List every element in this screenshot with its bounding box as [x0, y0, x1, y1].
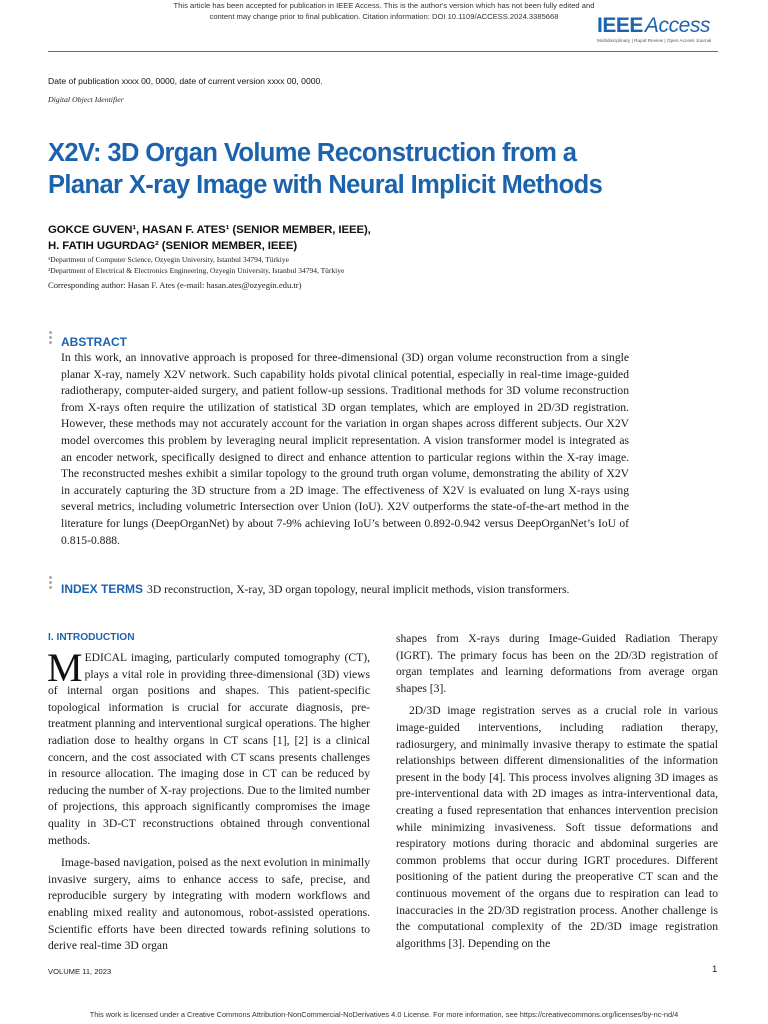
license-notice: This work is licensed under a Creative Commons Attribution-NonCommercial-NoDerivatives 4.0 License. For more information, see https://creativecommons.org/licenses/by-nc-nd/4 — [89, 1010, 679, 1019]
affiliation-2: ²Department of Electrical & Electronics Engineering, Ozyegin University, Istanbul 34794, Türkiye — [48, 265, 345, 275]
logo-ieee: IEEE — [597, 14, 643, 37]
dropcap-letter: M — [47, 645, 83, 690]
right-column — [396, 631, 718, 958]
logo-wordmark — [597, 15, 717, 37]
abstract-dots-icon — [49, 331, 53, 346]
author-list — [48, 223, 371, 254]
publication-date: Date of publication xxxx 00, 0000, date of current version xxxx 00, 0000. — [48, 76, 323, 86]
index-terms-dots-icon — [49, 576, 53, 591]
doi-label: Digital Object Identifier — [48, 95, 124, 104]
intro-paragraph-1 — [47, 645, 370, 849]
logo-access: Access — [644, 14, 711, 37]
header-divider — [48, 51, 718, 52]
intro-paragraph-4: 2D/3D image registration serves as a crucial role in various image-guided interventions, including radiation therapy, radiosurgery, and minimally invasive therapy to estimate the spatial relationships between different dimensionalities of the information present in the body [4]. This process involves aligning 3D images as pre-interventional data with 2D images as intra-interventional data, creating a fused representation that enhances intervention precision while minimizing invasiveness. Soft tissue deformations and respiratory motions during thoracic and abdominal surgeries are common problems that occur during IGRT procedures. Different positioning of the patient during the preoperative CT scan and the continuous movement of the organs due to respiration can lead to inaccuracies in the 2D/3D registration process. Another challenge is the computational complexity of the 2D/3D image registration algorithms [3]. Depending on the — [396, 704, 718, 950]
authors-line-1: GOKCE GUVEN¹, HASAN F. ATES¹ (SENIOR MEMBER, IEEE), — [48, 224, 371, 236]
title-line-2: Planar X-ray Image with Neural Implicit Methods — [48, 170, 603, 199]
affiliations — [48, 255, 344, 276]
abstract-heading: ABSTRACT — [61, 335, 127, 349]
index-terms-heading: INDEX TERMS — [61, 582, 144, 596]
index-terms-text: 3D reconstruction, X-ray, 3D organ topology, neural implicit methods, vision transformers. — [147, 583, 570, 596]
intro-paragraph-2: Image-based navigation, poised as the next evolution in minimally invasive surgery, aims to enhance access to safe, precise, and reproducible surgery by integrating with modern workflows and enabling mixed reality and autonomous, robot-assisted operations. Scientific efforts have been directed towards refining solutions to derive real-time 3D organ — [48, 856, 370, 953]
intro-paragraph-3: shapes from X-rays during Image-Guided Radiation Therapy (IGRT). The primary focus has been on the 2D/3D registration of organ templates and learning deformations from average organ shapes [3]. — [396, 632, 718, 695]
ieee-access-logo — [597, 15, 717, 49]
corresponding-author: Corresponding author: Hasan F. Ates (e-mail: hasan.ates@ozyegin.edu.tr) — [48, 280, 302, 290]
affiliation-1: ¹Department of Computer Science, Ozyegin University, Istanbul 34794, Türkiye — [48, 255, 289, 264]
volume-label: VOLUME 11, 2023 — [48, 967, 112, 976]
notice-line-2: content may change prior to final publication. Citation information: DOI 10.1109/ACCESS.2024.3385668 — [209, 12, 559, 22]
abstract-text: In this work, an innovative approach is proposed for three-dimensional (3D) organ volume reconstruction from a single planar X-ray, namely X2V network. Such capability holds pivotal clinical potential, especially in real-time image-guided radiotherapy, computer-aided surgery, and patient follow-up sessions. Traditional methods for 3D volume reconstruction from X-rays often require the utilization of statistical 3D organ templates, which are employed in 2D/3D registration. However, these methods may not accurately account for the variation in organ shapes across different subjects. Our X2V model overcomes this problem by leveraging neural implicit representation. A vision transformer model is integrated as an encoder network, specifically designed to direct and enhance attention to particular regions within the X-ray image. The reconstructed meshes exhibit a similar topology to the ground truth organ volume, demonstrating the ability of X2V in accurately capturing the 3D structure from a 2D image. The effectiveness of X2V is evaluated on lung X-rays using several metrics, including volumetric Intersection over Union (IoU). X2V outperforms the state-of-the-art method in the literature for lungs (DeepOrganNet) by about 7-9% achieving IoU’s between 0.892-0.942 versus DeepOrganNet’s IoU of 0.815-0.888. — [61, 351, 629, 547]
introduction-heading: I. INTRODUCTION — [48, 632, 135, 643]
notice-line-1: This article has been accepted for publication in IEEE Access. This is the author's version which has not been fully edited and — [173, 1, 595, 10]
intro-paragraph-1-text: EDICAL imaging, particularly computed tomography (CT), plays a vital role in providing three-dimensional (3D) views of internal organ positions and shapes. This patient-specific topological information is crucial for accurate diagnosis, pre-treatment planning and interventional surgical operations. The higher radiation dose to healthy organs in CT scans [1], [2] is a clinical concern, and the cost associated with CT scans presents challenges in resource allocation. The imaging dose in CT can be reduced by reducing the number of X-ray projections. Due to the limited number of projections, this approach significantly compromises the image quality in 3D-CT reconstructions obtained through conventional methods. — [48, 651, 370, 847]
title-line-1: X2V: 3D Organ Volume Reconstruction from a — [48, 139, 577, 167]
logo-tagline: Multidisciplinary | Rapid Review | Open Access Journal — [597, 38, 712, 43]
left-column — [48, 631, 370, 961]
paper-title — [48, 138, 728, 201]
authors-line-2: H. FATIH UGURDAG² (SENIOR MEMBER, IEEE) — [48, 239, 298, 252]
index-terms — [61, 580, 701, 598]
page-number: 1 — [712, 964, 718, 975]
